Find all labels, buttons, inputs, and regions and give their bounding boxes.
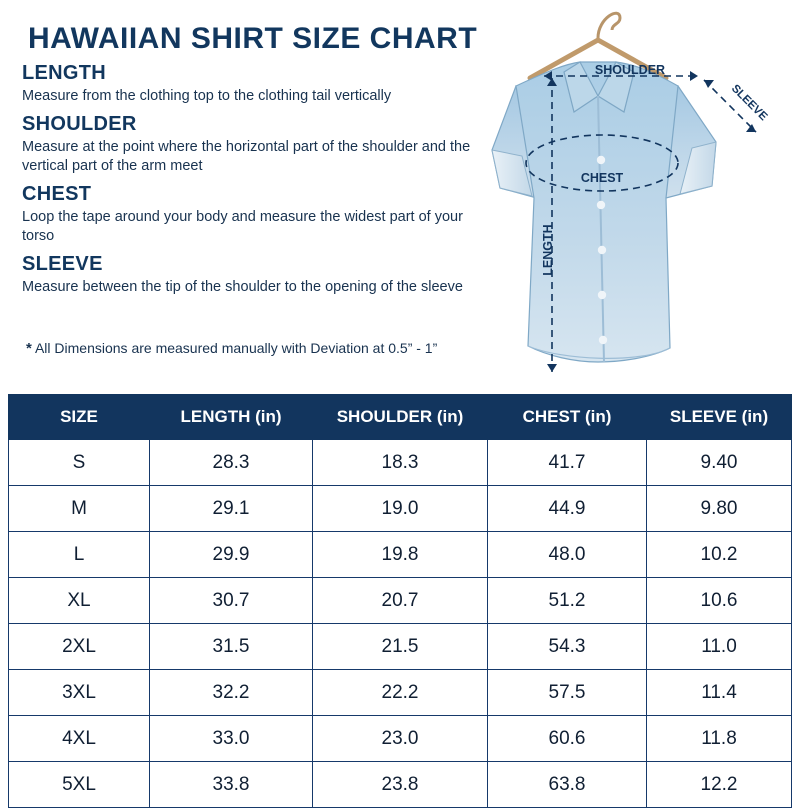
cell-length: 29.9 xyxy=(150,532,313,578)
column-header-shoulder: SHOULDER (in) xyxy=(313,395,488,440)
cell-chest: 60.6 xyxy=(488,716,647,762)
cell-sleeve: 10.6 xyxy=(647,578,792,624)
cell-length: 33.0 xyxy=(150,716,313,762)
table-row xyxy=(9,762,792,808)
cell-shoulder: 18.3 xyxy=(313,440,488,486)
cell-chest: 48.0 xyxy=(488,532,647,578)
cell-chest: 51.2 xyxy=(488,578,647,624)
measurement-description: Measure between the tip of the shoulder to the opening of the sleeve xyxy=(22,278,463,295)
column-header-chest: CHEST (in) xyxy=(488,395,647,440)
sleeve-label: SLEEVE xyxy=(728,82,770,124)
measurement-term: SHOULDER xyxy=(22,112,137,135)
cell-size: 2XL xyxy=(9,624,150,670)
button xyxy=(597,201,605,209)
cell-length: 33.8 xyxy=(150,762,313,808)
table-row xyxy=(9,716,792,762)
table-header-row xyxy=(9,395,792,440)
shirt-diagram xyxy=(470,0,800,392)
length-label: LENGTH xyxy=(541,224,555,276)
measurement-instructions xyxy=(22,62,492,303)
measurement-term: LENGTH xyxy=(22,62,107,84)
table-row xyxy=(9,670,792,716)
cell-shoulder: 22.2 xyxy=(313,670,488,716)
measurement-item-shoulder xyxy=(22,113,492,177)
cell-shoulder: 23.0 xyxy=(313,716,488,762)
chest-label: CHEST xyxy=(580,171,624,185)
cell-shoulder: 19.8 xyxy=(313,532,488,578)
table-row xyxy=(9,624,792,670)
deviation-note xyxy=(26,340,437,357)
column-header-length: LENGTH (in) xyxy=(150,395,313,440)
cell-sleeve: 9.40 xyxy=(647,440,792,486)
table-row xyxy=(9,440,792,486)
note-text: All Dimensions are measured manually with Deviation at 0.5” - 1” xyxy=(34,340,438,356)
shoulder-label: SHOULDER xyxy=(594,63,666,77)
sleeve-measure-line xyxy=(704,80,770,132)
measurement-term: SLEEVE xyxy=(22,252,103,275)
cell-chest: 54.3 xyxy=(488,624,647,670)
button xyxy=(598,291,606,299)
cell-length: 32.2 xyxy=(150,670,313,716)
cell-chest: 44.9 xyxy=(488,486,647,532)
measurement-item-chest xyxy=(22,183,492,247)
cell-size: XL xyxy=(9,578,150,624)
measurement-term: CHEST xyxy=(22,182,92,205)
table-row xyxy=(9,486,792,532)
top-section xyxy=(0,0,800,392)
table-row xyxy=(9,532,792,578)
cell-sleeve: 12.2 xyxy=(647,762,792,808)
size-table xyxy=(8,394,792,808)
measurement-description: Measure from the clothing top to the clothing tail vertically xyxy=(22,88,392,104)
column-header-sleeve: SLEEVE (in) xyxy=(647,395,792,440)
cell-length: 30.7 xyxy=(150,578,313,624)
cell-sleeve: 10.2 xyxy=(647,532,792,578)
measurement-description: Measure at the point where the horizontal part of the shoulder and the vertical part of the arm meet xyxy=(22,138,471,175)
cell-sleeve: 11.4 xyxy=(647,670,792,716)
measurement-item-sleeve xyxy=(22,253,492,298)
table-row xyxy=(9,578,792,624)
button xyxy=(599,336,607,344)
column-header-size: SIZE xyxy=(9,395,150,440)
page-title: HAWAIIAN SHIRT SIZE CHART xyxy=(28,22,478,55)
cell-size: M xyxy=(9,486,150,532)
cell-shoulder: 20.7 xyxy=(313,578,488,624)
cell-size: 4XL xyxy=(9,716,150,762)
measurement-description: Loop the tape around your body and measure the widest part of your torso xyxy=(22,208,463,245)
cell-shoulder: 19.0 xyxy=(313,486,488,532)
cell-chest: 41.7 xyxy=(488,440,647,486)
size-table-container xyxy=(8,394,792,808)
cell-sleeve: 11.8 xyxy=(647,716,792,762)
cell-sleeve: 9.80 xyxy=(647,486,792,532)
shirt-body xyxy=(516,62,678,362)
cell-sleeve: 11.0 xyxy=(647,624,792,670)
measurement-item-length xyxy=(22,62,492,107)
cell-size: 3XL xyxy=(9,670,150,716)
cell-length: 31.5 xyxy=(150,624,313,670)
cell-chest: 63.8 xyxy=(488,762,647,808)
cell-chest: 57.5 xyxy=(488,670,647,716)
cell-shoulder: 23.8 xyxy=(313,762,488,808)
button xyxy=(598,246,606,254)
cell-shoulder: 21.5 xyxy=(313,624,488,670)
cell-size: L xyxy=(9,532,150,578)
note-star: * xyxy=(26,340,32,357)
button xyxy=(597,156,605,164)
cell-length: 28.3 xyxy=(150,440,313,486)
cell-length: 29.1 xyxy=(150,486,313,532)
cell-size: 5XL xyxy=(9,762,150,808)
cell-size: S xyxy=(9,440,150,486)
